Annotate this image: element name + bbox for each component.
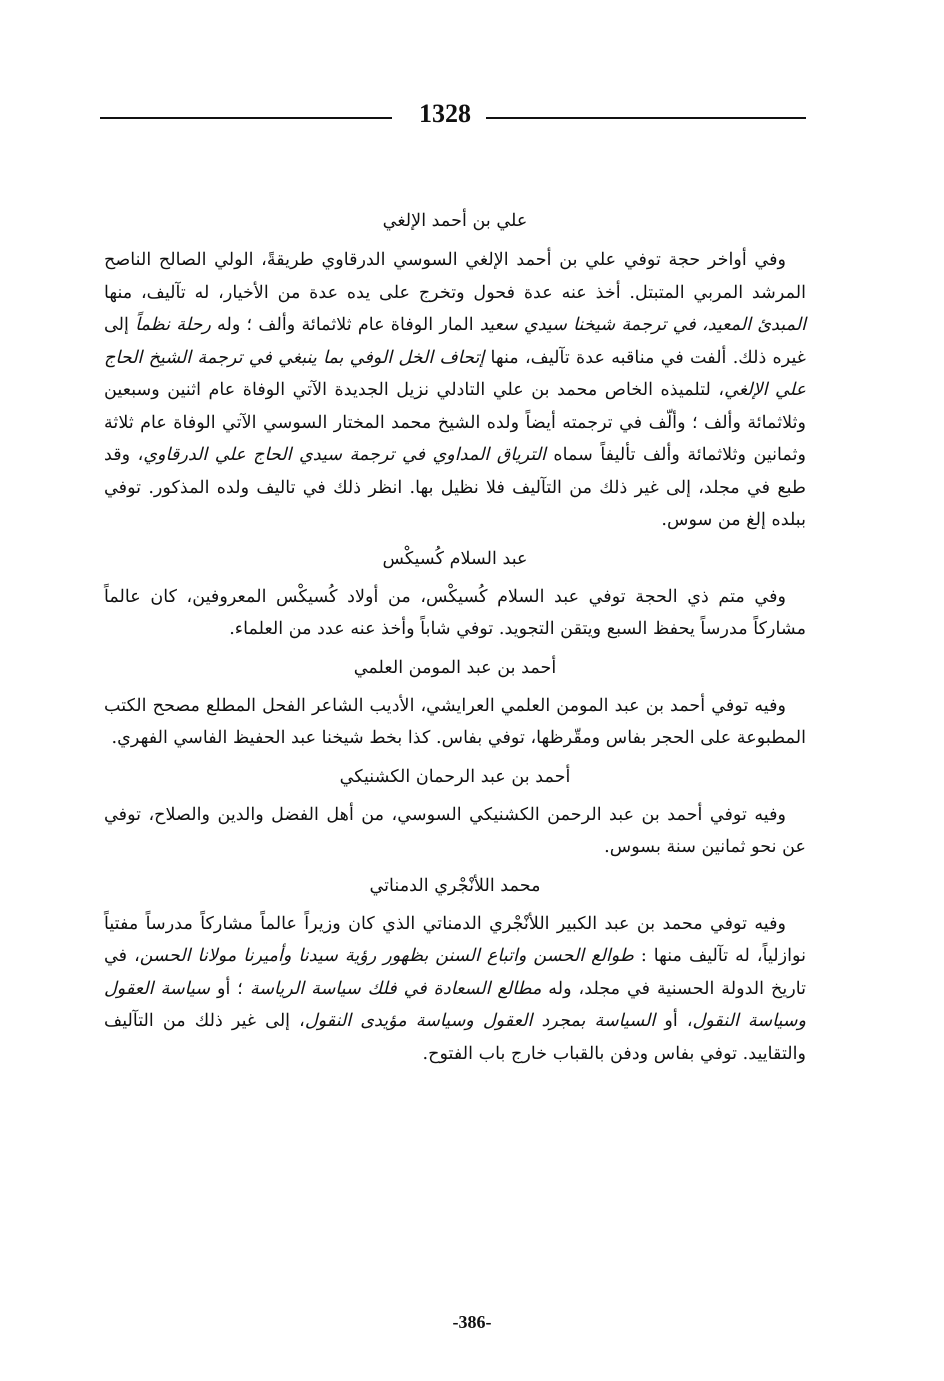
text-segment: ، أو: [655, 1011, 693, 1031]
entry-paragraph: [104, 799, 806, 864]
entry-paragraph: [104, 908, 806, 1071]
entry-heading: أحمد بن عبد الرحمان الكشنيكي: [339, 766, 571, 787]
book-title: سياسة العقول وسياسة النقول: [104, 978, 807, 1031]
entry-heading: عبد السلام كُسيكْس: [382, 548, 528, 569]
book-title: مطالع السعادة في فلك سياسة الرياسة: [249, 978, 542, 999]
book-title: المبدئ المعيد، في ترجمة شيخنا سيدي سعيد: [479, 315, 806, 335]
text-segment: ، في تاريخ الدولة الحسنية في مجلد، وله: [104, 946, 806, 999]
entry-paragraph: [104, 581, 806, 646]
book-title: السياسة بمجرد العقول وسياسة مؤيدى النقول: [304, 1011, 656, 1031]
header-rule-right: [486, 117, 806, 119]
text-segment: وفيه توفي أحمد بن عبد الرحمن الكشنيكي السوسي، من أهل الفضل والدين والصلاح، توفي عن نحو ثمانين سنة بسوس.: [104, 804, 806, 857]
biography-entry: [104, 864, 806, 1071]
book-title: الترياق المداوي في ترجمة سيدي الحاج علي الدرقاوي: [143, 445, 546, 465]
biography-entry: [104, 537, 806, 646]
page-number: -386-: [452, 1312, 492, 1332]
biography-entry: [104, 755, 806, 864]
book-title: إتحاف الخل الوفي بما ينبغي في ترجمة الشيخ الحاج علي الإلغي: [104, 347, 806, 400]
header-rule-left: [100, 117, 392, 119]
entry-heading: علي بن أحمد الإلغي: [382, 211, 528, 231]
page-body: [104, 198, 806, 1070]
text-segment: ، إلى غير ذلك من التآليف والتقاييد. توفي بفاس ودفن بالقباب خارج باب الفتوح.: [104, 1011, 806, 1064]
text-segment: وفيه توفي محمد بن عبد الكبير اللأنْجْري الدمناتي الذي كان وزيراً عالماً مشاركاً مدرساً مفتياً نوازلياً، له تآليف منها :: [104, 913, 806, 966]
entry-heading: محمد اللأنْجْري الدمناتي: [369, 875, 541, 896]
text-segment: ؛ أو: [210, 978, 250, 999]
text-segment: المار الوفاة عام ثلاثمائة وألف ؛ وله: [210, 315, 480, 335]
biography-entry: [104, 198, 806, 537]
book-title: رحلة نظماً: [135, 315, 211, 335]
text-segment: ، وقد طبع في مجلد، إلى غير ذلك من التآليف فلا نظيل بها. انظر ذلك في تاليف ولده المذكور. توفي ببلده إلغ من سوس.: [104, 445, 806, 530]
biography-entry: [104, 646, 806, 755]
text-segment: وفيه توفي أحمد بن عبد المومن العلمي العرايشي، الأديب الشاعر الفحل المطلع مصحح الكتب المطبوعة على الحجر بفاس ومقّرظها، توفي بفاس. كذا بخط شيخنا عبد الحفيظ الفاسي الفهري.: [104, 695, 806, 748]
entry-paragraph: [104, 244, 806, 537]
text-segment: وفي أواخر حجة توفي علي بن أحمد الإلغي السوسي الدرقاوي طريقةً، الولي الصالح الناصح المرشد المربي المتبتل. أخذ عنه عدة فحول وتخرج على يده عدة من الأخيار، له تآليف، منها: [104, 250, 806, 303]
page-header: [100, 96, 806, 136]
entry-paragraph: [104, 690, 806, 755]
text-segment: وفي متم ذي الحجة توفي عبد السلام كُسيكْس، من أولاد كُسيكْس المعروفين، كان عالماً مشاركاً مدرساً يحفظ السبع ويتقن التجويد. توفي شاباً وأخذ عنه عدد من العلماء.: [104, 586, 806, 639]
text-segment: إلى غيره ذلك. ألفت في مناقبه عدة تآليف، منها: [104, 315, 806, 368]
book-title: طوالع الحسن واتباع السنن بظهور رؤية سيدنا وأميرنا مولانا الحسن: [139, 946, 634, 966]
header-year: 1328: [419, 99, 471, 128]
entry-heading: أحمد بن عبد المومن العلمي: [353, 657, 557, 678]
text-segment: ، لتلميذه الخاص محمد بن علي التادلي نزيل الجديدة الآتي الوفاة عام اثنين وسبعين وثلاثمائة وألف ؛ وألّف في ترجمته أيضاً ولده الشيخ محمد المختار السوسي الآتي الوفاة عام ثلاثة وثمانين وثلاثمائة وألف تأليفاً سماه: [104, 380, 806, 465]
